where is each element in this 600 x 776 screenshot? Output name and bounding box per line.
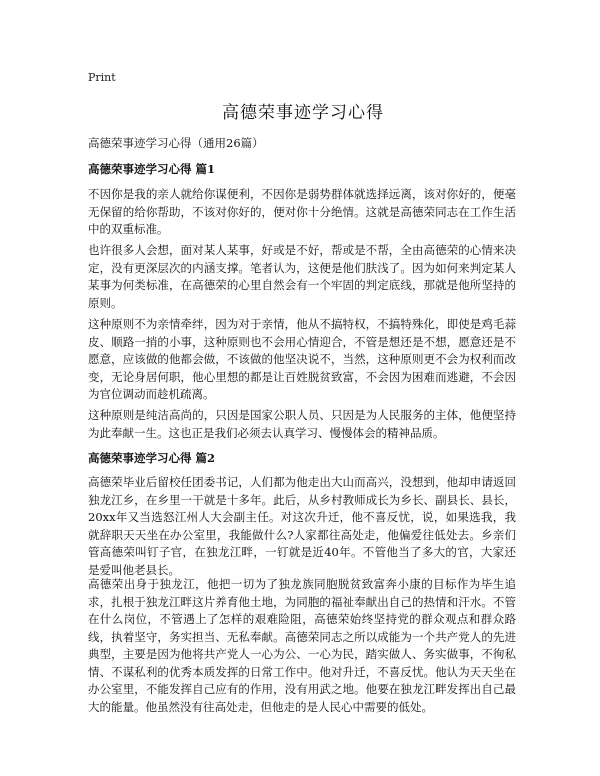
section-heading-1: 高德荣事迹学习心得 篇1 xyxy=(88,162,216,176)
print-link[interactable]: Print xyxy=(88,71,116,84)
page-title: 高德荣事迹学习心得 xyxy=(222,103,384,123)
paragraph: 高德荣毕业后留校任团委书记，人们都为他走出大山而高兴，没想到，他却申请返回独龙江乡，在乡里一干就是十多年。此后，从乡村教师成长为乡长、副县长、县长，20xx年又当选怒江州人大会副主任。对这次升迁，他不喜反忧，说，如果选我，我就辞职天天坐在办公室里，我能做什么?人家都往高处走，他偏爱往低处去。乡亲们管高德荣叫钉子官，在独龙江畔，一钉就是近40年。不管他当了多大的官，大家还是爱叫他老县长。 xyxy=(88,475,516,577)
paragraph: 也许很多人会想，面对某人某事，好或是不好，帮或是不帮，全由高德荣的心情来决定，没有更深层次的内涵支撑。笔者认为，这便是他们肤浅了。因为如何来判定某人某事为何类标准，在高德荣的心里自然会有一个牢固的判定底线，那就是他所坚持的原则。 xyxy=(88,243,516,310)
paragraph: 不因你是我的亲人就给你谋便利，不因你是弱势群体就选择远离，该对你好的，便毫无保留的给你帮助，不该对你好的，便对你十分绝情。这就是高德荣同志在工作生活中的双重标准。 xyxy=(88,187,516,236)
paragraph: 这种原则不为亲情牵绊，因为对于亲情，他从不搞特权，不搞特殊化，即使是鸡毛蒜皮、顺路一捎的小事，这种原则也不会用心情迎合，不管是想还是不想，愿意还是不愿意，应该做的他都会做，不该做的他坚决说不，当然，这种原则更不会为权利而改变，无论身居何职，他心里想的都是让百姓脱贫致富，不会因为困难而逃避，不会因为官位调动而趁机疏离。 xyxy=(88,317,516,401)
document-subtitle: 高德荣事迹学习心得（通用26篇） xyxy=(88,136,264,150)
section-heading-2: 高德荣事迹学习心得 篇2 xyxy=(88,451,216,465)
paragraph: 这种原则是纯洁高尚的，只因是国家公职人员、只因是为人民服务的主体，他便坚持为此奉献一生。这也正是我们必须去认真学习、慢慢体会的精神品质。 xyxy=(88,408,516,440)
paragraph: 高德荣出身于独龙江，他把一切为了独龙族同胞脱贫致富奔小康的目标作为毕生追求，扎根于独龙江畔这片养育他土地，为同胞的福祉奉献出自己的热情和汗水。不管在什么岗位，不管遇上了怎样的艰难险阻，高德荣始终坚持党的群众观点和群众路线，执着坚守，务实担当、无私奉献。高德荣同志之所以成能为一个共产党人的先进典型，主要是因为他将共产党人一心为公、一心为民，踏实做人、务实做事，不徇私情、不谋私利的优秀本质发挥的日常工作中。他对升迁，不喜反忧。他认为天天坐在办公室里，不能发挥自己应有的作用，没有用武之地。他要在独龙江畔发挥出自己最大的能量。他虽然没有往高处走，但他走的是人民心中需要的低处。 xyxy=(88,577,516,714)
